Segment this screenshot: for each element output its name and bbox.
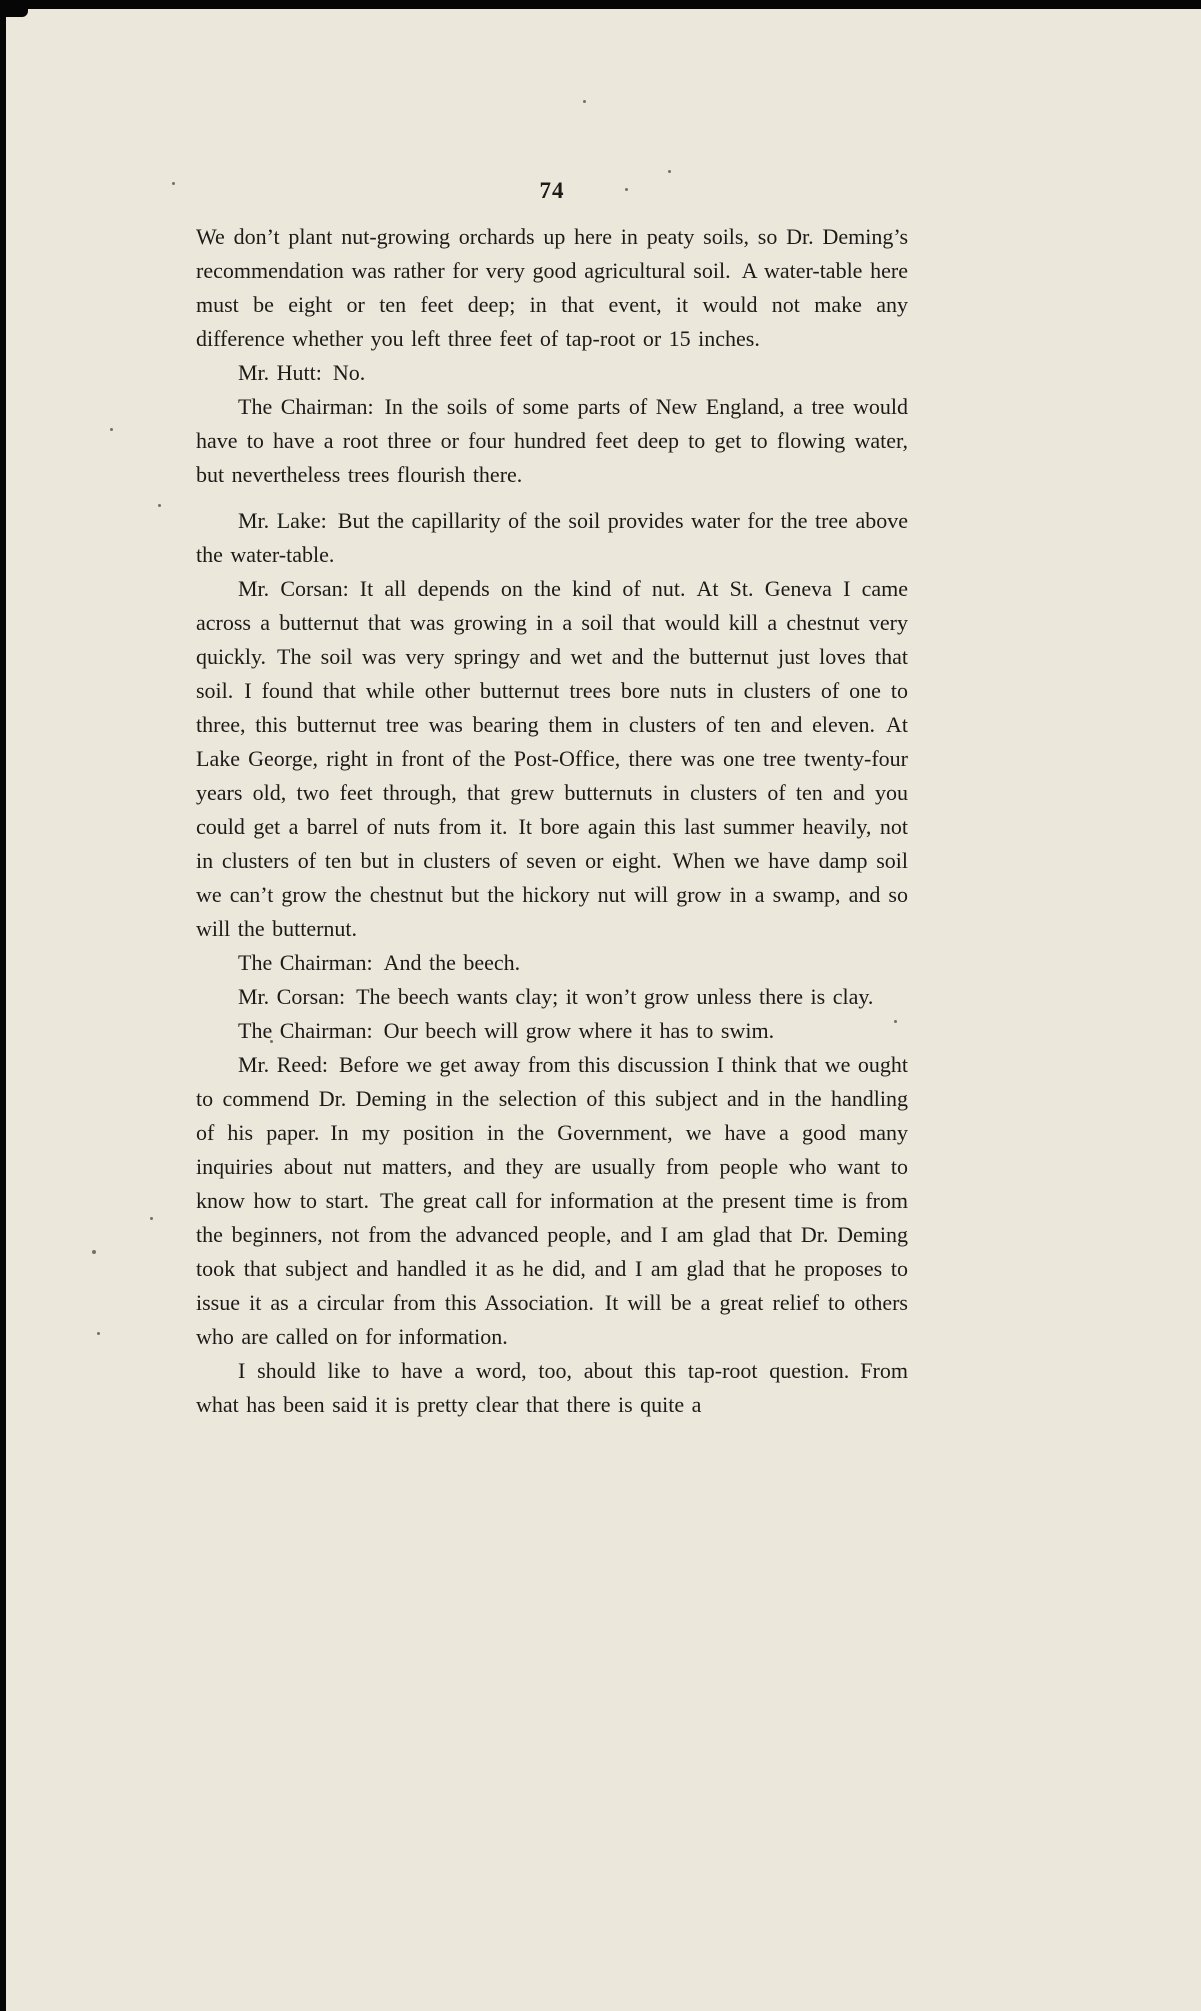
paragraph: The Chairman: Our beech will grow where it has to swim. [238,1018,775,1043]
page-content [196,178,908,1422]
scan-speck [158,504,161,507]
paragraph: Mr. Lake: But the capillarity of the soil provides water for the tree above the water-table. [196,508,908,567]
scan-speck [583,100,586,103]
scan-speck [110,428,113,431]
scan-speck [172,182,175,185]
paragraph: The Chairman: In the soils of some parts of New England, a tree would have to have a root three or four hundred feet deep to get to flowing water, but nevertheless trees flourish there. [196,394,908,487]
paragraph: The Chairman: And the beech. [238,950,521,975]
scan-speck [668,170,671,173]
scan-speck [97,1332,100,1335]
scan-speck [92,1250,96,1254]
paragraph: We don’t plant nut-growing orchards up here in peaty soils, so Dr. Deming’s recommendation was rather for very good agricultural soil. A water-table here must be eight or ten feet deep; in that event, it would not make any difference whether you left three feet of tap-root or 15 inches. [196,224,908,351]
paragraph: Mr. Corsan: The beech wants clay; it won’t grow unless there is clay. [238,984,874,1009]
scan-edge-corner [0,0,28,17]
paragraph: Mr. Corsan: It all depends on the kind of nut. At St. Geneva I came across a butternut that was growing in a soil that would kill a chestnut very quickly. The soil was very springy and wet and the butternut just loves that soil. I found that while other butternut trees bore nuts in clusters of one to three, this butternut tree was bearing them in clusters of ten and eleven. At Lake George, right in front of the Post-Office, there was one tree twenty-four years old, two feet through, that grew butternuts in clusters of ten and you could get a barrel of nuts from it. It bore again this last summer heavily, not in clusters of ten but in clusters of seven or eight. When we have damp soil we can’t grow the chestnut but the hickory nut will grow in a swamp, and so will the butternut. [196,576,908,941]
paragraph: Mr. Reed: Before we get away from this discussion I think that we ought to commend Dr. Deming in the selection of this subject and in the handling of his paper. In my position in the Government, we have a good many inquiries about nut matters, and they are usually from people who want to know how to start. The great call for information at the present time is from the beginners, not from the advanced people, and I am glad that Dr. Deming took that subject and handled it as he did, and I am glad that he proposes to issue it as a circular from this Association. It will be a great relief to others who are called on for information. [196,1052,908,1349]
scan-edge-top [0,0,1201,9]
scan-edge-left [0,0,6,2011]
page-number: 74 [539,178,565,203]
paragraph: Mr. Hutt: No. [238,360,366,385]
paragraph: I should like to have a word, too, about this tap-root question. From what has been said it is pretty clear that there is quite a [196,1358,908,1417]
scan-speck [150,1217,153,1220]
